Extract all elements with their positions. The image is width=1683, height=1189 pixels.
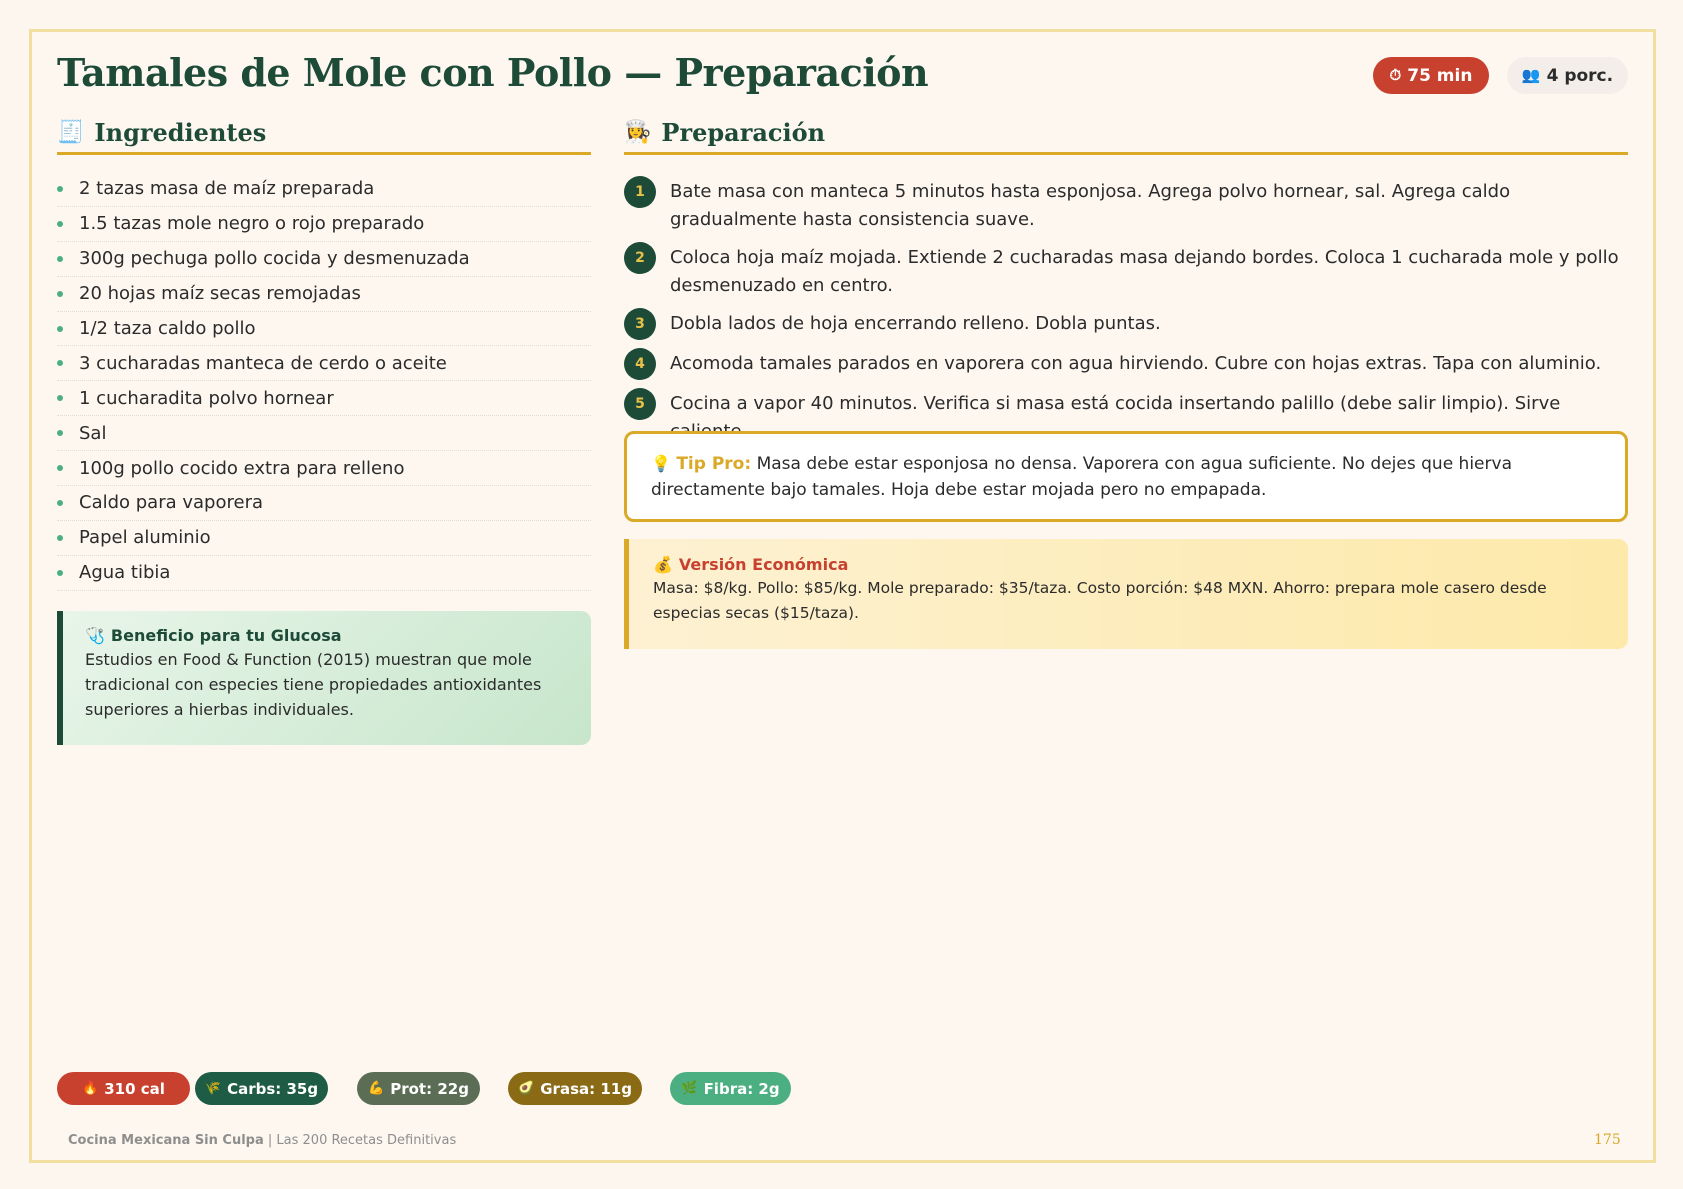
footer-separator: | <box>263 1133 277 1148</box>
ingredient-item <box>57 451 591 486</box>
bullet-icon <box>57 291 63 297</box>
bullet-icon <box>57 535 63 541</box>
economic-title-row <box>653 555 1604 574</box>
ingredients-list <box>57 172 591 591</box>
step-text: Acomoda tamales parados en vaporera con agua hirviendo. Cubre con hojas extras. Tapa con aluminio. <box>670 353 1602 374</box>
book-title: Cocina Mexicana Sin Culpa <box>68 1133 264 1148</box>
step-number: 5 <box>624 388 656 420</box>
step-number: 4 <box>624 348 656 380</box>
bullet-icon <box>57 256 63 262</box>
page-number: 175 <box>1594 1132 1621 1148</box>
ingredient-text: 1 cucharadita polvo hornear <box>79 387 334 409</box>
step-item <box>624 176 1628 234</box>
people-icon: 👥 <box>1521 66 1541 84</box>
footer-credit <box>68 1133 456 1148</box>
lightbulb-icon: 💡 <box>651 454 671 473</box>
money-bag-icon: 💰 <box>653 554 673 574</box>
bullet-icon <box>57 186 63 192</box>
fat-value: Grasa: 11g <box>540 1079 632 1098</box>
ingredient-item <box>57 381 591 416</box>
step-text: Coloca hoja maíz mojada. Extiende 2 cucharadas masa dejando bordes. Coloca 1 cucharada mole y pollo desmenuzado en centro. <box>670 247 1619 296</box>
benefit-title-row <box>85 626 571 645</box>
ingredient-item <box>57 312 591 347</box>
preparation-header <box>624 113 1628 155</box>
bullet-icon <box>57 465 63 471</box>
time-badge <box>1373 57 1489 94</box>
ingredient-text: 2 tazas masa de maíz preparada <box>79 178 375 200</box>
fiber-value: Fibra: 2g <box>703 1079 780 1098</box>
step-number: 3 <box>624 308 656 340</box>
ingredient-item <box>57 207 591 242</box>
ingredients-header <box>57 113 591 155</box>
muscle-icon: 💪 <box>368 1081 385 1096</box>
benefit-title: Beneficio para tu Glucosa <box>110 626 342 645</box>
herb-icon: 🌿 <box>681 1081 698 1096</box>
step-item <box>624 242 1628 300</box>
tip-text: Masa debe estar esponjosa no densa. Vaporera con agua suficiente. No dejes que hierva directamente bajo tamales. Hoja debe estar mojada pero no empapada. <box>651 454 1512 500</box>
economic-text: Masa: $8/kg. Pollo: $85/kg. Mole preparado: $35/taza. Costo porción: $48 MXN. Ahorro: prepara mole casero desde especias secas ($15/taza). <box>653 579 1547 622</box>
ingredient-item <box>57 242 591 277</box>
protein-pill <box>357 1072 480 1105</box>
bullet-icon <box>57 221 63 227</box>
fiber-pill <box>670 1072 791 1105</box>
ingredient-item <box>57 277 591 312</box>
carbs-pill <box>195 1072 328 1105</box>
ingredient-text: 3 cucharadas manteca de cerdo o aceite <box>79 352 447 374</box>
ingredient-item <box>57 486 591 521</box>
step-item <box>624 348 1628 380</box>
preparation-steps <box>624 176 1628 454</box>
cook-icon: 👩‍🍳 <box>624 119 652 145</box>
bullet-icon <box>57 395 63 401</box>
page-title: Tamales de Mole con Pollo — Preparación <box>57 50 929 95</box>
receipt-icon: 🧾 <box>57 119 85 145</box>
benefit-text: Estudios en Food & Function (2015) muestran que mole tradicional con especies tiene propiedades antioxidantes superiores a hierbas individuales. <box>85 650 542 719</box>
calories-pill <box>57 1072 190 1105</box>
ingredient-text: Papel aluminio <box>79 527 211 549</box>
step-text: Bate masa con manteca 5 minutos hasta esponjosa. Agrega polvo hornear, sal. Agrega caldo gradualmente hasta consistencia suave. <box>670 181 1511 230</box>
avocado-icon: 🥑 <box>518 1081 535 1096</box>
preparation-heading: Preparación <box>661 118 826 147</box>
bullet-icon <box>57 570 63 576</box>
ingredient-text: Agua tibia <box>79 562 171 584</box>
ingredient-text: 300g pechuga pollo cocida y desmenuzada <box>79 248 470 270</box>
step-item <box>624 308 1628 340</box>
fire-icon: 🔥 <box>82 1081 99 1096</box>
economic-title: Versión Económica <box>678 555 849 574</box>
ingredient-text: Sal <box>79 422 107 444</box>
ingredient-item <box>57 521 591 556</box>
ingredient-item <box>57 416 591 451</box>
ingredients-heading: Ingredientes <box>94 118 267 147</box>
step-text: Dobla lados de hoja encerrando relleno. Dobla puntas. <box>670 313 1161 334</box>
ingredient-text: 1.5 tazas mole negro o rojo preparado <box>79 213 425 235</box>
step-number: 1 <box>624 176 656 208</box>
time-value: 75 min <box>1407 65 1473 86</box>
ingredient-item <box>57 172 591 207</box>
ingredient-text: 100g pollo cocido extra para relleno <box>79 457 405 479</box>
carbs-value: Carbs: 35g <box>227 1079 319 1098</box>
fat-pill <box>508 1072 642 1105</box>
bullet-icon <box>57 430 63 436</box>
book-subtitle: Las 200 Recetas Definitivas <box>276 1133 457 1148</box>
protein-value: Prot: 22g <box>390 1079 469 1098</box>
pro-tip-box <box>624 431 1628 522</box>
step-text: Cocina a vapor 40 minutos. Verifica si masa está cocida insertando palillo (debe salir limpio). Sirve <box>670 393 1561 414</box>
calories-value: 310 cal <box>104 1079 165 1098</box>
ingredient-item <box>57 346 591 381</box>
bullet-icon <box>57 326 63 332</box>
servings-badge <box>1507 57 1628 94</box>
bullet-icon <box>57 500 63 506</box>
wheat-icon: 🌾 <box>204 1081 222 1096</box>
ingredient-text: Caldo para vaporera <box>79 492 263 514</box>
ingredient-text: 1/2 taza caldo pollo <box>79 318 256 339</box>
step-number: 2 <box>624 242 656 274</box>
ingredient-text: 20 hojas maíz secas remojadas <box>79 283 361 305</box>
bullet-icon <box>57 360 63 366</box>
ingredient-item <box>57 556 591 591</box>
servings-value: 4 porc. <box>1546 65 1614 86</box>
economic-version-box <box>624 539 1628 649</box>
stethoscope-icon: 🩺 <box>85 625 105 645</box>
tip-label: Tip Pro: <box>676 454 752 474</box>
timer-icon: ⏱ <box>1389 66 1402 84</box>
glucose-benefit-box <box>57 611 591 745</box>
